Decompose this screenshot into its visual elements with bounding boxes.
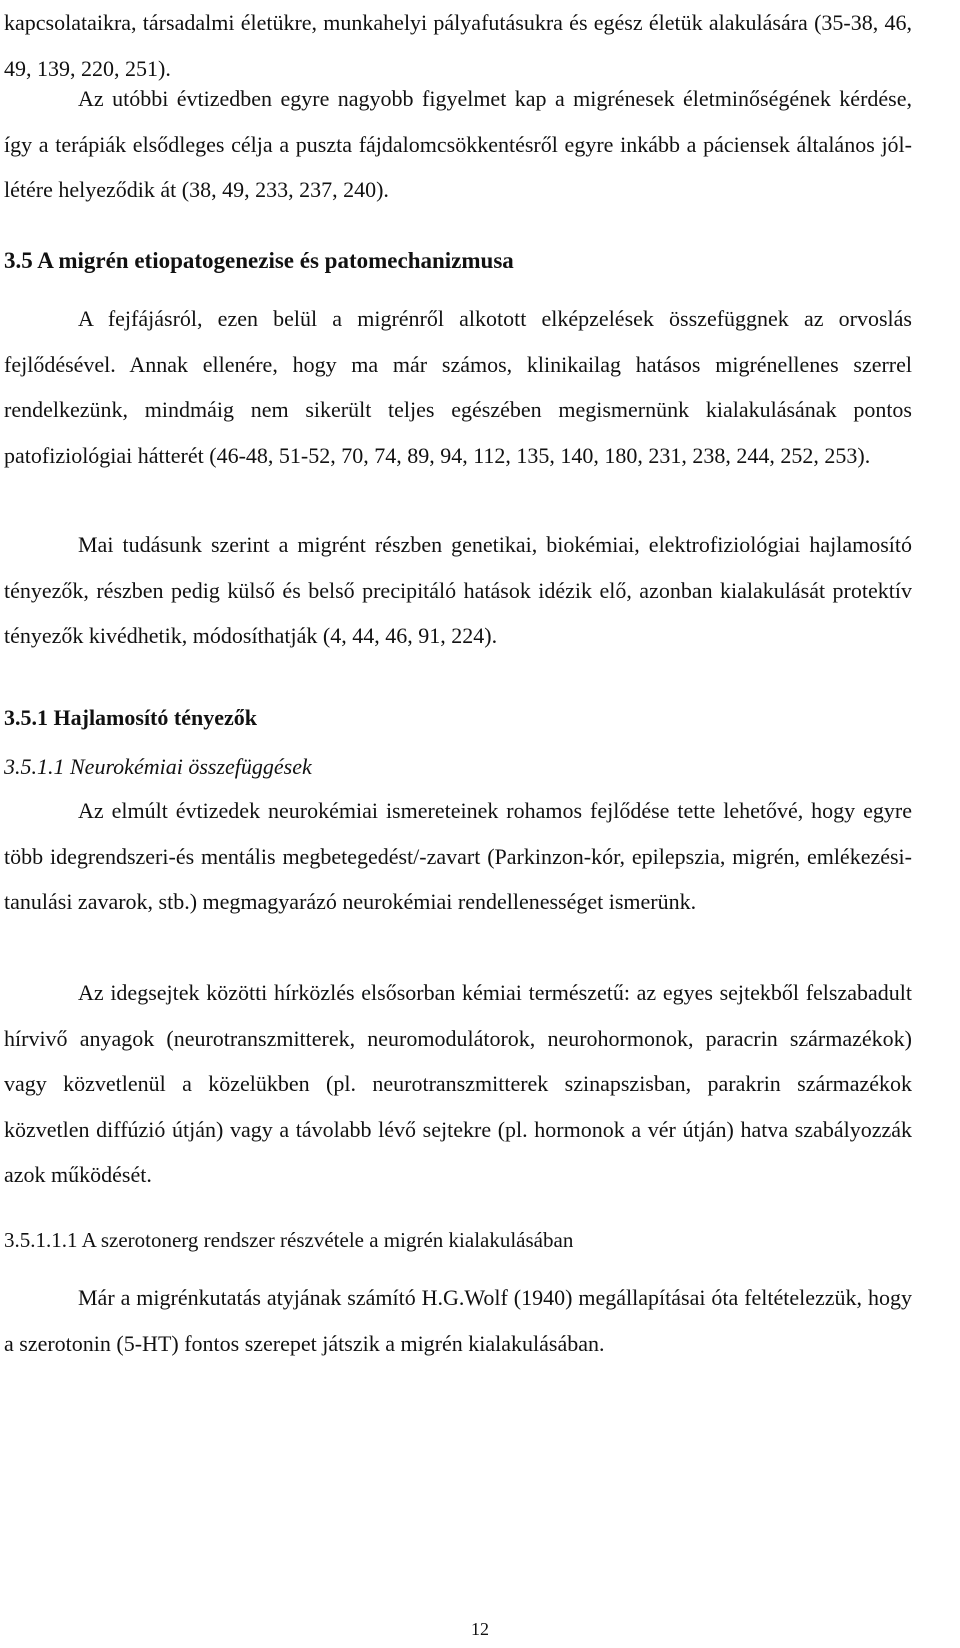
section-3-5-heading: 3.5 A migrén etiopatogenezise és patomechanizmusa [4, 248, 514, 273]
section-3-5-1-1-heading: 3.5.1.1 Neurokémiai összefüggések [4, 754, 312, 779]
section-3-5-1 [4, 703, 912, 733]
section-3-5-1-1-paragraph-1: Az elmúlt évtizedek neurokémiai ismereteinek rohamos fejlődése tette lehetővé, hogy egyre több idegrendszeri-és mentális megbetegedést/-zavart (Parkinzon-kór, epilepszia, migrén, emlékezési-tanulási zavarok, stb.) megmagyarázó neurokémiai rendellenességet ismerünk. [4, 798, 912, 914]
section-3-5-paragraph-2: Mai tudásunk szerint a migrént részben genetikai, biokémiai, elektrofiziológiai hajlamosító tényezők, részben pedig külső és belső precipitáló hatások idézik elő, azonban kialakulását protektív tényezők kivédhetik, módosíthatják (4, 44, 46, 91, 224). [4, 532, 912, 648]
section-3-5 [4, 246, 912, 276]
section-3-5-1-1-1-paragraph-1: Már a migrénkutatás atyjának számító H.G.Wolf (1940) megállapításai óta feltételezzük, hogy a szerotonin (5-HT) fontos szerepet játszik a migrén kialakulásában. [4, 1285, 912, 1356]
section-3-5-para1-block [4, 296, 912, 478]
section-3-5-1-heading: 3.5.1 Hajlamosító tényezők [4, 705, 257, 730]
section-3-5-1-1-paragraph-2: Az idegsejtek közötti hírközlés elsősorban kémiai természetű: az egyes sejtekből felszabadult hírvivő anyagok (neurotranszmitterek, neuromodulátorok, neurohormonok, paracrin származékok) vagy közvetlenül a közelükben (pl. neurotranszmitterek szinapszisban, parakrin származékok közvetlen diffúzió útján) vagy a távolabb lévő sejtekre (pl. hormonok a vér útján) hatva szabályozzák azok működését. [4, 980, 912, 1187]
life-quality-paragraph: Az utóbbi évtizedben egyre nagyobb figyelmet kap a migrénesek életminőségének kérdése, így a terápiák elsődleges célja a puszta fájdalomcsökkentésről egyre inkább a páciensek általános jól-létére helyeződik át (38, 49, 233, 237, 240). [4, 86, 912, 202]
section-3-5-1-1 [4, 752, 912, 782]
page-number: 12 [471, 1619, 489, 1639]
life-quality-block [4, 76, 912, 213]
section-3-5-1-1-para1-block [4, 788, 912, 925]
section-3-5-1-1-1-para1-block [4, 1275, 912, 1366]
section-3-5-1-1-1-heading: 3.5.1.1.1 A szerotonerg rendszer részvétele a migrén kialakulásában [4, 1228, 574, 1252]
section-3-5-1-1-1 [4, 1225, 912, 1255]
section-3-5-1-1-para2-block [4, 970, 912, 1198]
section-3-5-para2-block [4, 522, 912, 659]
continuation-paragraph: kapcsolataikra, társadalmi életükre, munkahelyi pályafutásukra és egész életük alakulására (35-38, 46, 49, 139, 220, 251). [4, 10, 912, 81]
section-3-5-paragraph-1: A fejfájásról, ezen belül a migrénről alkotott elképzelések összefüggnek az orvoslás fejlődésével. Annak ellenére, hogy ma már számos, klinikailag hatásos migrénellenes szerrel rendelkezünk, mindmáig nem sikerült teljes egészében megismernünk kialakulásának pontos patofiziológiai hátterét (46-48, 51-52, 70, 74, 89, 94, 112, 135, 140, 180, 231, 238, 244, 252, 253). [4, 306, 912, 468]
